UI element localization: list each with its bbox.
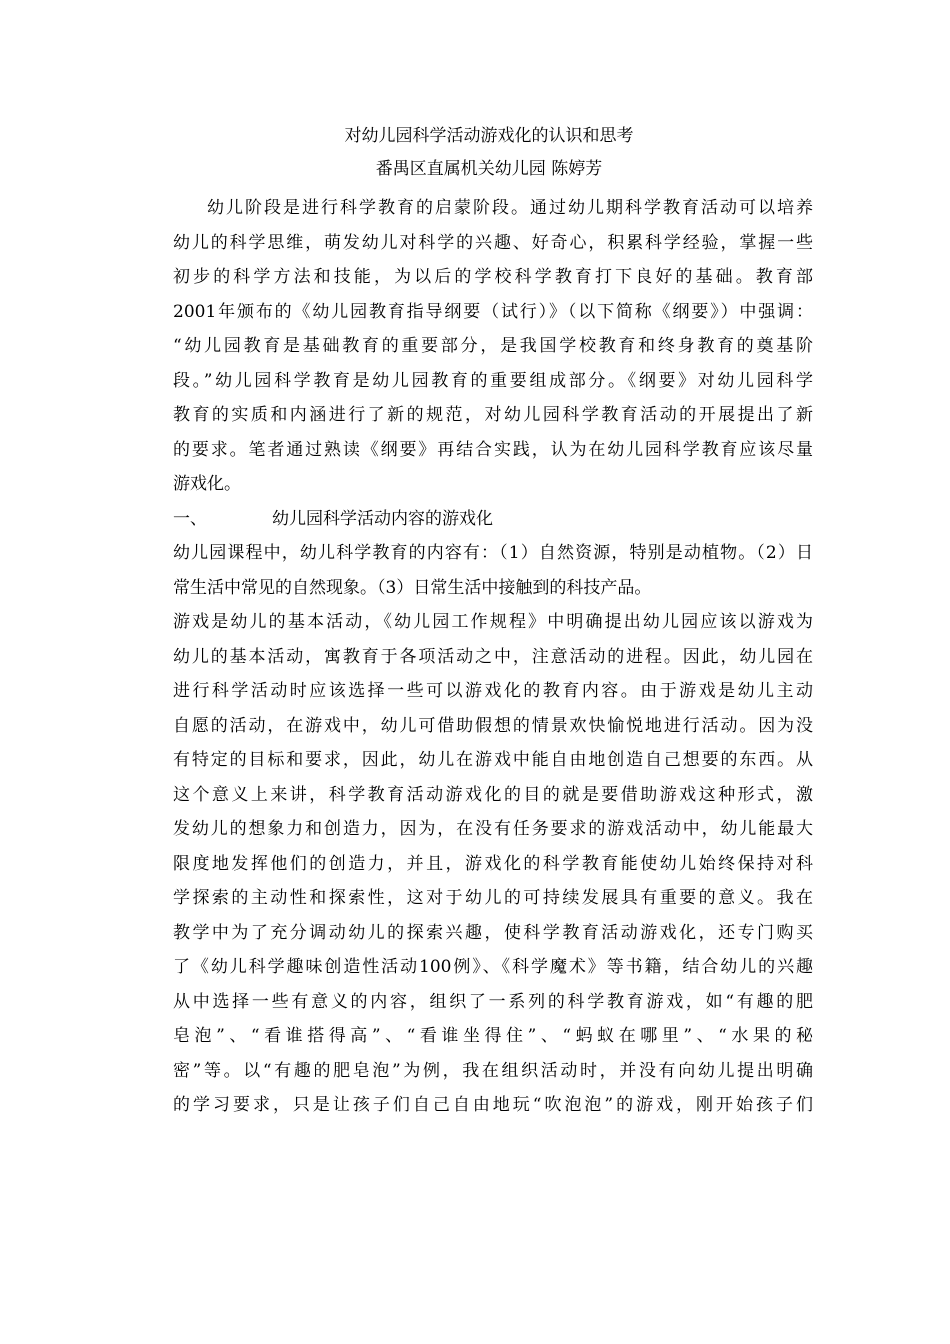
- text-line: 皂泡”、“看谁搭得高”、“看谁坐得住”、“蚂蚁在哪里”、“水果的秘: [173, 1026, 813, 1046]
- text-line: 幼儿的基本活动，寓教育于各项活动之中，注意活动的进程。因此，幼儿园在: [173, 646, 813, 667]
- section-heading: [173, 502, 813, 537]
- text-line: 发幼儿的想象力和创造力，因为，在没有任务要求的游戏活动中，幼儿能最大: [173, 819, 813, 839]
- text-line: 的要求。笔者通过熟读《纲要》再结合实践，认为在幼儿园科学教育应该尽量: [173, 439, 813, 460]
- text-line: 常生活中常见的自然现象。（3）日常生活中接触到的科技产品。: [173, 577, 652, 598]
- text-line: 初步的科学方法和技能，为以后的学校科学教育打下良好的基础。教育部: [173, 267, 813, 287]
- text-line: 游戏是幼儿的基本活动，《幼儿园工作规程》中明确提出幼儿园应该以游戏为: [173, 612, 813, 632]
- text-line: 密”等。以“有趣的肥皂泡”为例，我在组织活动时，并没有向幼儿提出明确: [173, 1060, 813, 1081]
- author-line: 番禺区直属机关幼儿园 陈婷芳: [375, 159, 603, 179]
- section-heading-number: 一、: [173, 508, 207, 529]
- document-body: [173, 191, 813, 1123]
- text-line: 幼儿园课程中，幼儿科学教育的内容有：（1）自然资源，特别是动植物。（2）日: [173, 543, 813, 563]
- text-line: 学探索的主动性和探索性，这对于幼儿的可持续发展具有重要的意义。我在: [173, 888, 813, 908]
- text-line: 从中选择一些有意义的内容，组织了一系列的科学教育游戏，如“有趣的肥: [173, 991, 813, 1012]
- text-line: 教学中为了充分调动幼儿的探索兴趣，使科学教育活动游戏化，还专门购买: [173, 922, 813, 943]
- text-line: 进行科学活动时应该选择一些可以游戏化的教育内容。由于游戏是幼儿主动: [173, 681, 813, 701]
- text-line: 自愿的活动，在游戏中，幼儿可借助假想的情景欢快愉悦地进行活动。因为没: [173, 715, 813, 736]
- text-line: 限度地发挥他们的创造力，并且，游戏化的科学教育能使幼儿始终保持对科: [173, 853, 813, 874]
- paragraph-intro: [173, 191, 813, 502]
- text-line: 段。”幼儿园科学教育是幼儿园教育的重要组成部分。《纲要》对幼儿园科学: [173, 370, 813, 391]
- text-line: 这个意义上来讲，科学教育活动游戏化的目的就是要借助游戏这种形式，激: [173, 784, 813, 805]
- text-line: 游戏化。: [173, 474, 241, 494]
- document-title: 对幼儿园科学活动游戏化的认识和思考: [344, 126, 634, 146]
- paragraph-game-activities: [173, 605, 813, 1123]
- text-line: 幼儿的科学思维，萌发幼儿对科学的兴趣、好奇心，积累科学经验，掌握一些: [173, 232, 813, 253]
- text-line: 有特定的目标和要求，因此，幼儿在游戏中能自由地创造自己想要的东西。从: [173, 750, 813, 770]
- text-line: 了《幼儿科学趣味创造性活动100例》、《科学魔术》等书籍，结合幼儿的兴趣: [173, 957, 813, 977]
- text-line: 的学习要求，只是让孩子们自己自由地玩“吹泡泡”的游戏，刚开始孩子们: [173, 1095, 813, 1115]
- text-line: 教育的实质和内涵进行了新的规范，对幼儿园科学教育活动的开展提出了新: [173, 405, 813, 425]
- paragraph-content-list: [173, 536, 813, 605]
- text-line: 2001年颁布的《幼儿园教育指导纲要（试行）》（以下简称《纲要》）中强调：: [173, 301, 813, 322]
- section-heading-text: 幼儿园科学活动内容的游戏化: [272, 508, 493, 529]
- text-line: “幼儿园教育是基础教育的重要部分，是我国学校教育和终身教育的奠基阶: [173, 336, 813, 356]
- text-line: 幼儿阶段是进行科学教育的启蒙阶段。通过幼儿期科学教育活动可以培养: [207, 198, 813, 218]
